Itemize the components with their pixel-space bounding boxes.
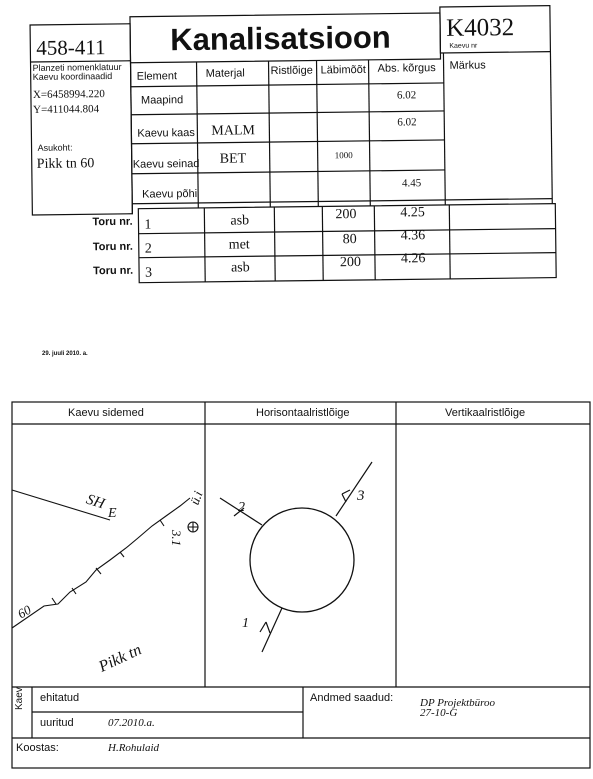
street-label: Pikk tn [96, 641, 145, 676]
panel-vertical: Vertikaalristlõige [445, 407, 526, 419]
pipe-height: 4.25 [400, 205, 425, 221]
built-label: ehitatud [40, 692, 80, 704]
col-element: Element [136, 70, 178, 83]
pipe-material: met [228, 237, 250, 253]
compiled-label: Koostas: [16, 742, 59, 754]
row-element: Kaevu seinad [132, 157, 200, 171]
pipe-number-3: 3 [357, 488, 365, 504]
pipe-number-1: 1 [242, 616, 249, 631]
coord-x: X=6458994.220 [32, 88, 105, 101]
row-material: BET [219, 151, 247, 167]
surveyed-label: uuritud [40, 717, 74, 729]
coords-caption: Kaevu koordinaadid [32, 70, 113, 82]
location-caption: Asukoht: [37, 142, 73, 153]
surveyed-value: 07.2010.a. [108, 717, 155, 729]
pipe-label: Toru nr. [92, 215, 133, 229]
plate-caption: Planzeti nomenklatuur [32, 61, 122, 73]
row-element: Kaevu põhi [142, 187, 198, 201]
row-element: Maapind [140, 94, 184, 107]
col-remark: Märkus [449, 59, 486, 72]
compiled-value: H.Rohulaid [108, 742, 160, 754]
kaev-label: Kaev [14, 687, 25, 710]
pipe-1-arrow [260, 622, 270, 633]
pipe-number: 3 [145, 265, 153, 281]
sketch-label-v: 3.1 [169, 529, 185, 547]
col-material: Materjal [205, 67, 245, 80]
well-number-caption: Kaevu nr [449, 42, 478, 50]
row-height: 6.02 [397, 116, 417, 129]
pipe-diameter: 200 [335, 207, 357, 223]
col-diameter: Läbimõõt [320, 63, 366, 77]
data-from-value: DP Projektbüroo [420, 697, 496, 709]
coord-y: Y=411044.804 [33, 103, 100, 116]
page-title: Kanalisatsioon [170, 19, 391, 58]
location-value: Pikk tn 60 [36, 156, 95, 172]
pipe-diameter: 80 [342, 232, 357, 248]
pipe-height: 4.36 [400, 228, 426, 244]
pipe-number: 1 [144, 217, 152, 233]
sketch-label-jui: ü.i [186, 488, 206, 507]
data-from-code: 27-10-G [420, 707, 458, 719]
well-number: K4032 [445, 14, 515, 42]
pipe-1-line [262, 608, 282, 652]
pipe-3-line [336, 462, 372, 516]
panel-horizontal: Horisontaalristlõige [256, 407, 350, 419]
row-material: MALM [211, 123, 256, 139]
row-diameter: 1000 [334, 150, 353, 161]
row-height: 4.45 [401, 177, 422, 190]
pipe-diameter: 200 [339, 254, 362, 271]
row-height: 6.02 [396, 89, 417, 102]
panel-connections: Kaevu sidemed [68, 407, 144, 419]
sketch-label-e: E [108, 506, 117, 521]
plate-code: 458-411 [36, 35, 106, 60]
pipe-material: asb [230, 260, 250, 276]
pipe-number: 2 [144, 241, 152, 257]
site-sketch [12, 490, 198, 628]
col-height: Abs. kõrgus [377, 62, 436, 75]
sketch-label-60: 60 [14, 601, 34, 622]
pipe-label: Toru nr. [92, 240, 133, 254]
date-stamp: 29. juuli 2010. a. [42, 351, 88, 357]
sketch-label-sh: SH [84, 491, 107, 513]
data-from-label: Andmed saadud: [310, 692, 394, 704]
pipe-number-2: 2 [238, 500, 245, 515]
col-section: Ristlõige [270, 64, 313, 78]
pipe-label: Toru nr. [93, 264, 134, 278]
pipe-height: 4.26 [400, 251, 426, 267]
well-circle [250, 508, 354, 612]
row-element: Kaevu kaas [137, 126, 195, 140]
pipe-material: asb [230, 213, 250, 229]
